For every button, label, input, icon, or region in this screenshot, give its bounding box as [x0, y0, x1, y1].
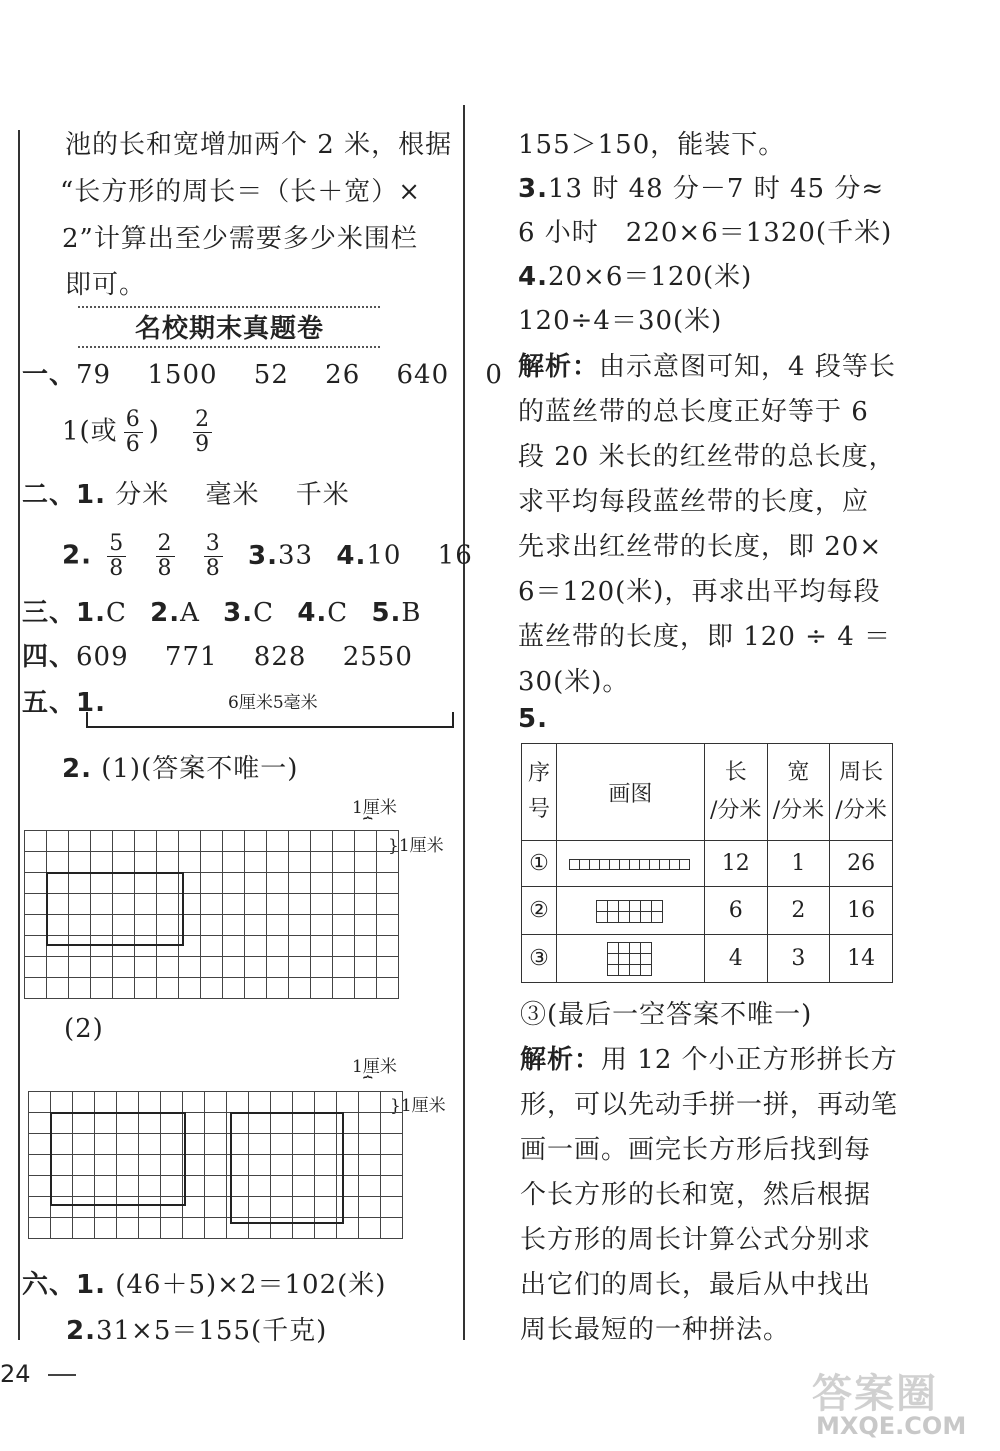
section-rule-top: [78, 306, 380, 308]
drawing-6x2: [556, 887, 704, 935]
analysis1-line7: 蓝丝带的长度，即 120 ÷ 4 ＝: [518, 622, 892, 652]
q2-item2: 2. $\frac{5}{8}$ $\frac{2}{8}$ $\frac{3}{8}$ 3.33 4.10 16: [62, 531, 473, 581]
section-title: 名校期末真题卷: [135, 314, 325, 344]
page-number: 24: [0, 1360, 76, 1388]
analysis1-line2: 的蓝丝带的总长度正好等于 6: [518, 397, 869, 427]
after-table-note: ③(最后一空答案不唯一): [520, 1000, 813, 1030]
analysis1-line5: 先求出红丝带的长度，即 20×: [518, 532, 883, 562]
r-q3-line1: 3.13 时 48 分－7 时 45 分≈: [518, 174, 885, 204]
th-index: 序号: [522, 744, 557, 841]
analysis2-line6: 出它们的周长，最后从中找出: [520, 1270, 872, 1300]
grid2-unit-label-right: }1厘米: [390, 1096, 446, 1116]
r-line0: 155＞150，能装下。: [518, 130, 786, 160]
table-row: ② 6 2 16: [522, 887, 893, 935]
q4-answers: 四、609 771 828 2550: [22, 642, 413, 672]
watermark-logo: 答案圈: [812, 1371, 938, 1417]
line-segment-6cm5mm: [86, 712, 454, 728]
rectangle-table: [521, 743, 893, 983]
q1-label: 一、: [22, 360, 77, 390]
q6-item2: 2.31×5＝155(千克): [66, 1316, 328, 1346]
r-q4-line1: 4.20×6＝120(米): [518, 262, 753, 292]
q5-item1: 五、1.: [22, 688, 106, 718]
grid1-unit-label-right: }1厘米: [388, 836, 444, 856]
intro-line-3: 2”计算出至少需要多少米围栏: [62, 224, 418, 254]
analysis1-line3: 段 20 米长的红丝带的总长度，: [518, 442, 896, 472]
q2-label: 二、: [22, 480, 77, 510]
fraction-5-8: $\frac{5}{8}$: [109, 531, 125, 581]
th-length: 长 /分米: [704, 744, 767, 841]
fraction-3-8: $\frac{3}{8}$: [205, 531, 221, 581]
r-q5-num: 5.: [518, 704, 548, 734]
th-perimeter: 周长 /分米: [830, 744, 893, 841]
r-q3-line2: 6 小时 220×6＝1320(千米): [518, 218, 893, 248]
grid1-rectangle: [46, 872, 184, 946]
grid1-unit-label-top: 1厘米: [352, 798, 397, 818]
q6-label: 六、: [22, 1270, 77, 1300]
analysis1-line1: 解析：由示意图可知，4 段等长: [518, 352, 896, 382]
q3-label: 三、: [22, 598, 77, 628]
fraction-2-8: $\frac{2}{8}$: [157, 531, 173, 581]
intro-line-1: 池的长和宽增加两个 2 米，根据: [65, 130, 453, 160]
table-row: ③ 4 3 14: [522, 935, 893, 983]
grid2-unit-label-top: 1厘米: [352, 1057, 397, 1077]
analysis1-line6: 6＝120(米)，再求出平均每段: [518, 577, 881, 607]
intro-line-2: “长方形的周长＝（长＋宽）×: [60, 177, 422, 207]
grid2-brace-top: ⏞: [363, 1075, 373, 1094]
q4-label: 四、: [22, 642, 77, 672]
analysis2-line4: 个长方形的长和宽，然后根据: [520, 1180, 872, 1210]
fraction-6-6: $\frac{6}{6}$: [125, 407, 141, 457]
q1-line2-prefix: 1(或: [62, 416, 118, 447]
grid2-rectangle-left: [50, 1112, 186, 1206]
analysis2-line3: 画一画。画完长方形后找到每: [520, 1135, 872, 1165]
analysis2-line1: 解析：用 12 个小正方形拼长方: [520, 1045, 898, 1075]
analysis2-line5: 长方形的周长计算公式分别求: [520, 1225, 872, 1255]
q5-part2-label: (2): [64, 1014, 104, 1044]
q1-values: 79 1500 52 26 640 0: [76, 360, 503, 390]
q3-answers: 三、1.C 2.A 3.C 4.C 5.B: [22, 598, 422, 628]
drawing-4x3: [556, 935, 704, 983]
q1-answers: [22, 358, 503, 392]
drawing-12x1: [556, 841, 704, 887]
analysis2-line7: 周长最短的一种拼法。: [520, 1315, 791, 1345]
q2-item1: 二、1. 分米 毫米 千米: [22, 480, 350, 510]
th-drawing: 画图: [556, 744, 704, 841]
fraction-2-9: $\frac{2}{9}$: [195, 407, 211, 457]
column-divider: [463, 105, 465, 1340]
watermark-url: MXQE.COM: [816, 1412, 967, 1440]
table-row: ① 12 1 26: [522, 841, 893, 887]
left-margin-rule: [18, 130, 20, 1340]
section-rule-bottom: [78, 346, 380, 348]
analysis1-line8: 30(米)。: [518, 667, 630, 697]
analysis1-line4: 求平均每段蓝丝带的长度，应: [518, 487, 870, 517]
th-width: 宽 /分米: [767, 744, 830, 841]
q6-item1: 六、1. (46＋5)×2＝102(米): [22, 1270, 387, 1300]
segment-label: 6厘米5毫米: [228, 693, 318, 713]
intro-line-4: 即可。: [65, 270, 147, 300]
r-q4-line2: 120÷4＝30(米): [518, 306, 723, 336]
q1-line2-suffix: ): [148, 416, 160, 447]
q5-label: 五、: [22, 688, 77, 718]
q5-item2: 2. (1)(答案不唯一): [62, 754, 299, 784]
grid2-rectangle-right: [230, 1112, 344, 1224]
analysis2-line2: 形，可以先动手拼一拼，再动笔: [520, 1090, 899, 1120]
q1-line2: [62, 408, 218, 457]
grid1-brace-top: ⏞: [363, 816, 373, 835]
